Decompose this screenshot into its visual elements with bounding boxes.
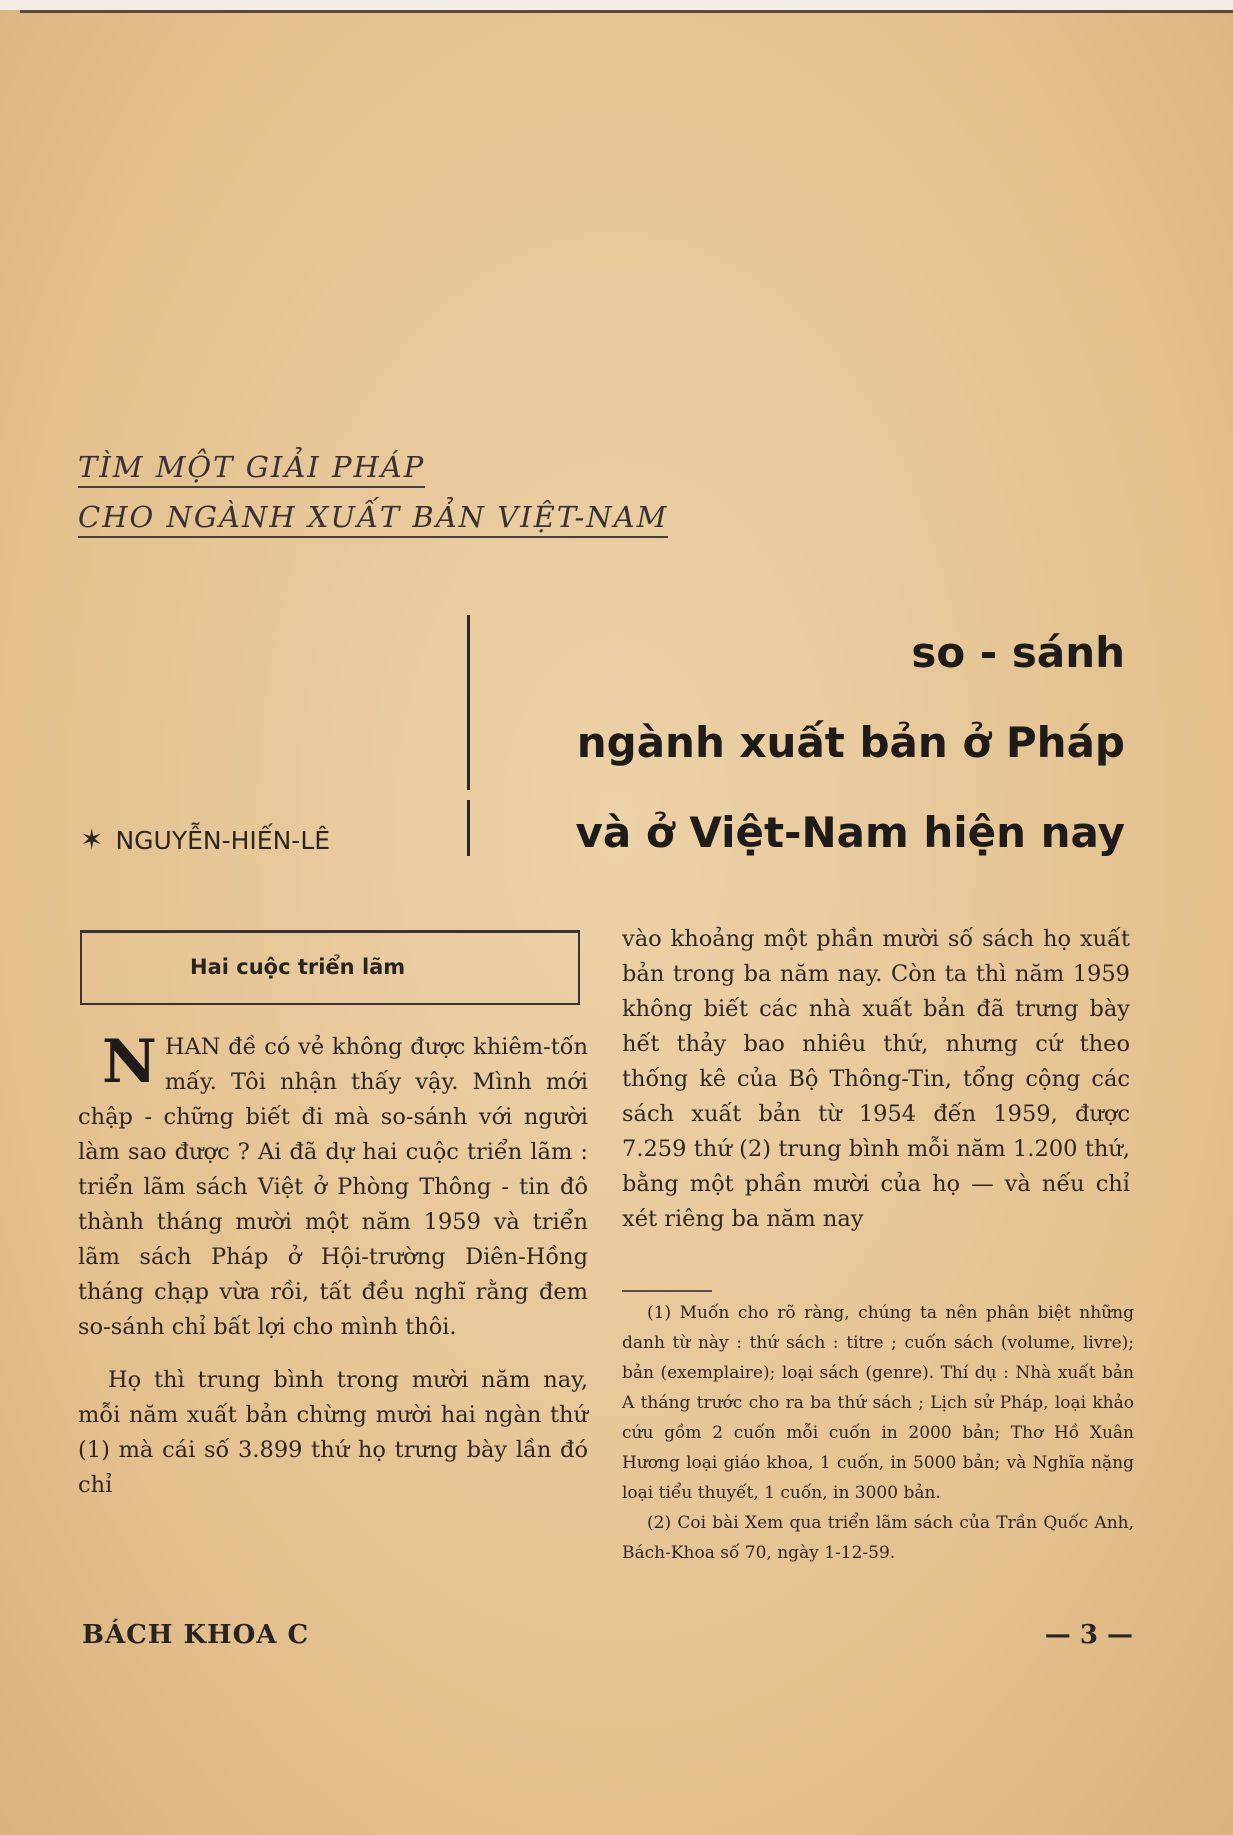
series-title-line-1 — [78, 450, 425, 488]
page-number: — 3 — — [1044, 1620, 1133, 1650]
title-divider-upper — [467, 615, 470, 790]
article-title-line-3: và ở Việt-Nam hiện nay — [575, 808, 1125, 857]
series-title-text-1: TÌM MỘT GIẢI PHÁP — [78, 450, 425, 488]
page-top-border — [20, 10, 1233, 13]
article-title-line-2: ngành xuất bản ở Pháp — [576, 718, 1125, 767]
right-column — [622, 922, 1130, 1237]
footnote-2: (2) Coi bài Xem qua triển lãm sách của Trần Quốc Anh, Bách-Khoa số 70, ngày 1-12-59. — [622, 1513, 1134, 1563]
body-paragraph-1-text: HAN đề có vẻ không được khiêm-tốn mấy. Tôi nhận thấy vậy. Mình mới chập - chững biết đi mà so-sánh với người làm sao được ? Ai đã dự hai cuộc triển lãm : triển lãm sách Việt ở Phòng Thông - tin đô thành tháng mười một năm 1959 và triển lãm sách Pháp ở Hội-trường Diên-Hồng tháng chạp vừa rồi, tất đều nghĩ rằng đem so-sánh chỉ bất lợi cho mình thôi. — [78, 1034, 588, 1340]
series-title-line-2 — [78, 500, 668, 538]
left-column — [78, 1027, 588, 1503]
series-title-text-2: CHO NGÀNH XUẤT BẢN VIỆT-NAM — [78, 500, 668, 538]
title-divider-lower — [467, 800, 470, 856]
section-heading-box — [80, 930, 580, 1005]
publication-name: BÁCH KHOA C — [82, 1620, 310, 1650]
footnotes — [622, 1298, 1134, 1568]
star-icon: ✶ — [80, 823, 104, 856]
body-paragraph-2: Họ thì trung bình trong mười năm nay, mỗi năm xuất bản chừng mười hai ngàn thứ (1) mà cái số 3.899 thứ họ trưng bày lần đó chỉ — [78, 1367, 588, 1498]
body-paragraph-1 — [78, 1027, 588, 1345]
scan-top-edge — [0, 0, 1233, 10]
footnote-rule — [622, 1290, 712, 1292]
body-paragraph-3: vào khoảng một phần mười số sách họ xuất bản trong ba năm nay. Còn ta thì năm 1959 không biết các nhà xuất bản đã trưng bày hết thảy bao nhiêu thứ, nhưng cứ theo thống kê của Bộ Thông-Tin, tổng cộng các sách xuất bản từ 1954 đến 1959, được 7.259 thứ (2) trung bình mỗi năm 1.200 thứ, bằng một phần mười của họ — và nếu chỉ xét riêng ba năm nay — [622, 926, 1130, 1232]
footnote-1: (1) Muốn cho rõ ràng, chúng ta nên phân biệt những danh từ này : thứ sách : titre ; cuốn sách (volume, livre); bản (exemplaire); loại sách (genre). Thí dụ : Nhà xuất bản A tháng trước cho ra ba thứ sách ; Lịch sử Pháp, loại khảo cứu gồm 2 cuốn mỗi cuốn in 2000 bản; Thơ Hồ Xuân Hương loại giáo khoa, 1 cuốn, in 5000 bản; và Nghĩa nặng loại tiểu thuyết, 1 cuốn, in 3000 bản. — [622, 1303, 1134, 1503]
article-title-line-1: so - sánh — [911, 628, 1125, 677]
author-name: NGUYỄN-HIẾN-LÊ — [115, 826, 331, 855]
section-heading: Hai cuộc triển lãm — [190, 955, 406, 979]
author-byline — [80, 823, 330, 856]
drop-cap: N — [102, 1027, 157, 1097]
